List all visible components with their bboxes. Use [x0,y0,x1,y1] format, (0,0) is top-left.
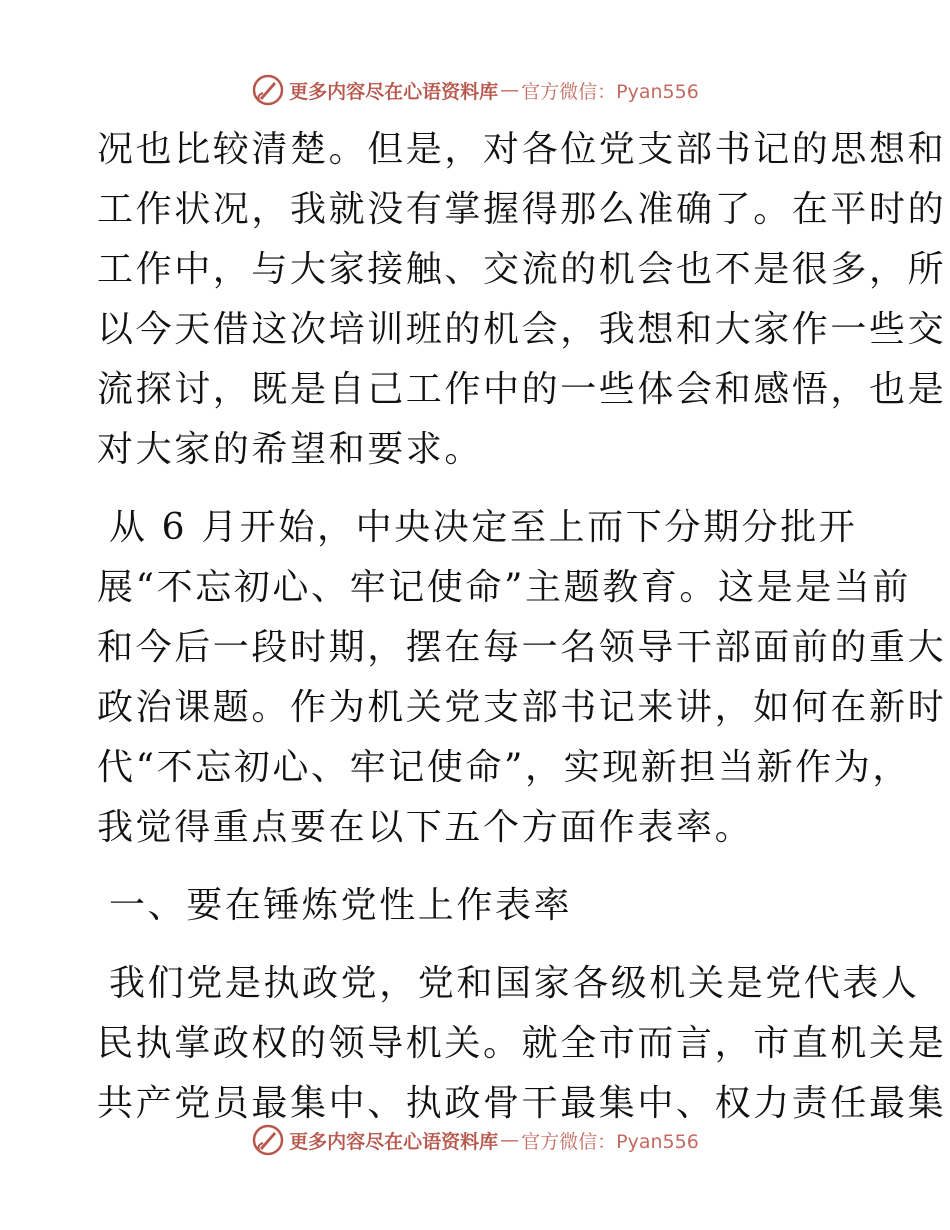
paragraph-1 [97,120,947,480]
text-line: 代“不忘初心、牢记使命”，实现新担当新作为， [97,747,912,788]
text-line: 流探讨，既是自己工作中的一些体会和感悟，也是 [97,369,947,410]
watermark-separator: — [500,79,520,101]
text-line: 展“不忘初心、牢记使命”主题教育。这是是当前 [97,567,912,608]
paragraph-2 [97,498,947,858]
footer-watermark [0,1120,950,1160]
text-line: 工作状况，我就没有掌握得那么准确了。在平时的 [97,189,947,230]
section-heading: 一、要在锤炼党性上作表率 [109,885,573,926]
watermark-separator: — [500,1129,520,1151]
quill-circle-icon [251,1123,285,1157]
watermark-main-text: 更多内容尽在心语资料库 [289,80,499,103]
paragraph-3 [97,954,947,1134]
text-line: 对大家的希望和要求。 [97,429,484,470]
watermark-sub-text: 官方微信：Pyan556 [521,1130,699,1153]
text-line: 从 6 月开始，中央决定至上而下分期分批开 [109,507,858,548]
text-line: 工作中，与大家接触、交流的机会也不是很多，所 [97,249,947,290]
text-line: 民执掌政权的领导机关。就全市而言，市直机关是 [97,1023,947,1064]
text-line: 政治课题。作为机关党支部书记来讲，如何在新时 [97,687,947,728]
text-line: 以今天借这次培训班的机会，我想和大家作一些交 [97,309,947,350]
document-body [97,120,947,1134]
text-line: 况也比较清楚。但是，对各位党支部书记的思想和 [97,129,947,170]
text-line: 和今后一段时期，摆在每一名领导干部面前的重大 [97,627,947,668]
text-line: 我们党是执政党，党和国家各级机关是党代表人 [109,963,920,1004]
quill-circle-icon [251,73,285,107]
text-line: 共产党员最集中、执政骨干最集中、权力责任最集 [97,1083,947,1124]
watermark-sub-text: 官方微信：Pyan556 [521,80,699,103]
header-watermark [0,70,950,110]
text-line: 我觉得重点要在以下五个方面作表率。 [97,807,754,848]
watermark-main-text: 更多内容尽在心语资料库 [289,1130,499,1153]
